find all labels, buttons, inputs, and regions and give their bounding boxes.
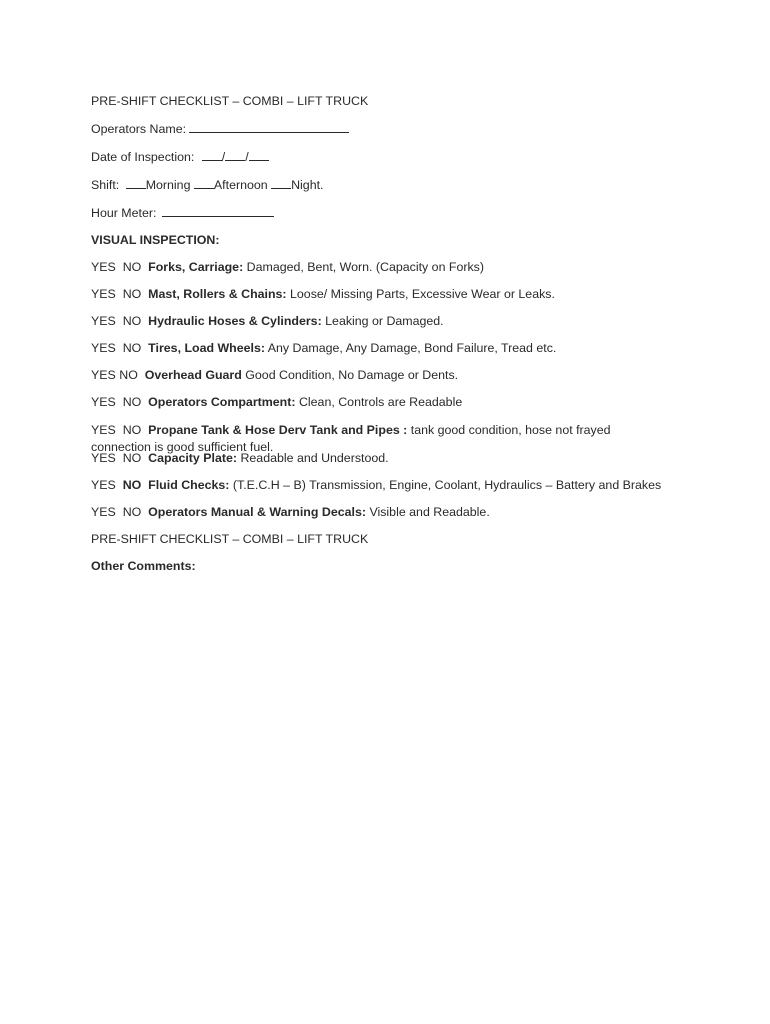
no-option[interactable]: NO [122, 505, 142, 519]
date-day-field[interactable] [225, 149, 245, 161]
footer-title: PRE-SHIFT CHECKLIST – COMBI – LIFT TRUCK [91, 532, 369, 546]
date-label: Date of Inspection: [91, 150, 195, 164]
yes-option[interactable]: YES [91, 314, 116, 328]
date-separator: / [245, 150, 249, 164]
item-label: Overhead Guard [144, 368, 242, 382]
item-label: Operators Manual & Warning Decals: [148, 505, 366, 519]
item-description: Readable and Understood. [240, 451, 389, 465]
yes-option[interactable]: YES [91, 287, 116, 301]
no-option[interactable]: NO [122, 423, 142, 437]
document-title: PRE-SHIFT CHECKLIST – COMBI – LIFT TRUCK [91, 94, 369, 108]
checklist-item [91, 368, 691, 383]
checklist-item [91, 287, 691, 302]
shift-night-label: Night. [291, 178, 324, 192]
date-separator: / [221, 150, 226, 164]
yes-option[interactable]: YES [91, 505, 116, 519]
item-label: Tires, Load Wheels: [148, 341, 265, 355]
no-option[interactable]: NO [119, 368, 138, 382]
item-description: Loose/ Missing Parts, Excessive Wear or Leaks. [290, 287, 555, 301]
item-label: Propane Tank & Hose Derv Tank and Pipes : [148, 423, 408, 437]
no-option[interactable]: NO [122, 341, 142, 355]
yes-option[interactable]: YES [91, 368, 116, 382]
shift-afternoon-field[interactable] [194, 177, 214, 189]
shift-label: Shift: [91, 178, 120, 192]
operator-name-row [91, 121, 691, 137]
item-description: Leaking or Damaged. [325, 314, 444, 328]
item-description: Clean, Controls are Readable [298, 395, 463, 409]
shift-afternoon-label: Afternoon [213, 178, 268, 192]
shift-morning-field[interactable] [126, 177, 146, 189]
yes-option[interactable]: YES [91, 341, 116, 355]
item-description: (T.E.C.H – B) Transmission, Engine, Coolant, Hydraulics – Battery and Brakes [232, 478, 662, 492]
checklist-item [91, 478, 691, 493]
operator-name-field[interactable] [189, 121, 349, 133]
visual-inspection-heading: VISUAL INSPECTION: [91, 233, 220, 247]
hour-meter-field[interactable] [162, 205, 274, 217]
yes-option[interactable]: YES [91, 395, 116, 409]
checklist-item [91, 451, 691, 466]
other-comments-label: Other Comments: [91, 559, 196, 573]
item-description: Damaged, Bent, Worn. (Capacity on Forks) [246, 260, 485, 274]
checklist-item [91, 505, 691, 520]
no-option[interactable]: NO [122, 287, 142, 301]
date-row [91, 149, 691, 165]
no-option[interactable]: NO [122, 395, 142, 409]
no-option[interactable]: NO [122, 314, 142, 328]
no-option[interactable]: NO [122, 260, 142, 274]
yes-option[interactable]: YES [91, 260, 116, 274]
hour-meter-label: Hour Meter: [91, 206, 157, 220]
shift-night-field[interactable] [271, 177, 291, 189]
no-option[interactable]: NO [122, 451, 142, 465]
checklist-item [91, 314, 691, 329]
checklist-document [91, 94, 691, 573]
yes-option[interactable]: YES [91, 451, 116, 465]
item-description: Any Damage, Any Damage, Bond Failure, Tread etc. [267, 341, 557, 355]
checklist-item [91, 341, 691, 356]
shift-morning-label: Morning [145, 178, 191, 192]
no-option[interactable]: NO [122, 478, 142, 492]
item-label: Fluid Checks: [148, 478, 230, 492]
yes-option[interactable]: YES [91, 478, 116, 492]
item-label: Capacity Plate: [148, 451, 238, 465]
date-month-field[interactable] [202, 149, 222, 161]
item-description: Good Condition, No Damage or Dents. [245, 368, 459, 382]
hour-meter-row [91, 205, 691, 221]
operator-name-label: Operators Name: [91, 122, 187, 136]
item-label: Mast, Rollers & Chains: [148, 287, 287, 301]
item-description: tank good condition, hose not frayed connection is good sufficient fuel. [91, 423, 611, 454]
item-label: Forks, Carriage: [148, 260, 244, 274]
yes-option[interactable]: YES [91, 423, 116, 437]
item-label: Operators Compartment: [148, 395, 296, 409]
item-description: Visible and Readable. [369, 505, 490, 519]
shift-row [91, 177, 691, 193]
checklist-item [91, 395, 691, 410]
date-year-field[interactable] [249, 149, 269, 161]
checklist-item [91, 260, 691, 275]
item-label: Hydraulic Hoses & Cylinders: [148, 314, 322, 328]
